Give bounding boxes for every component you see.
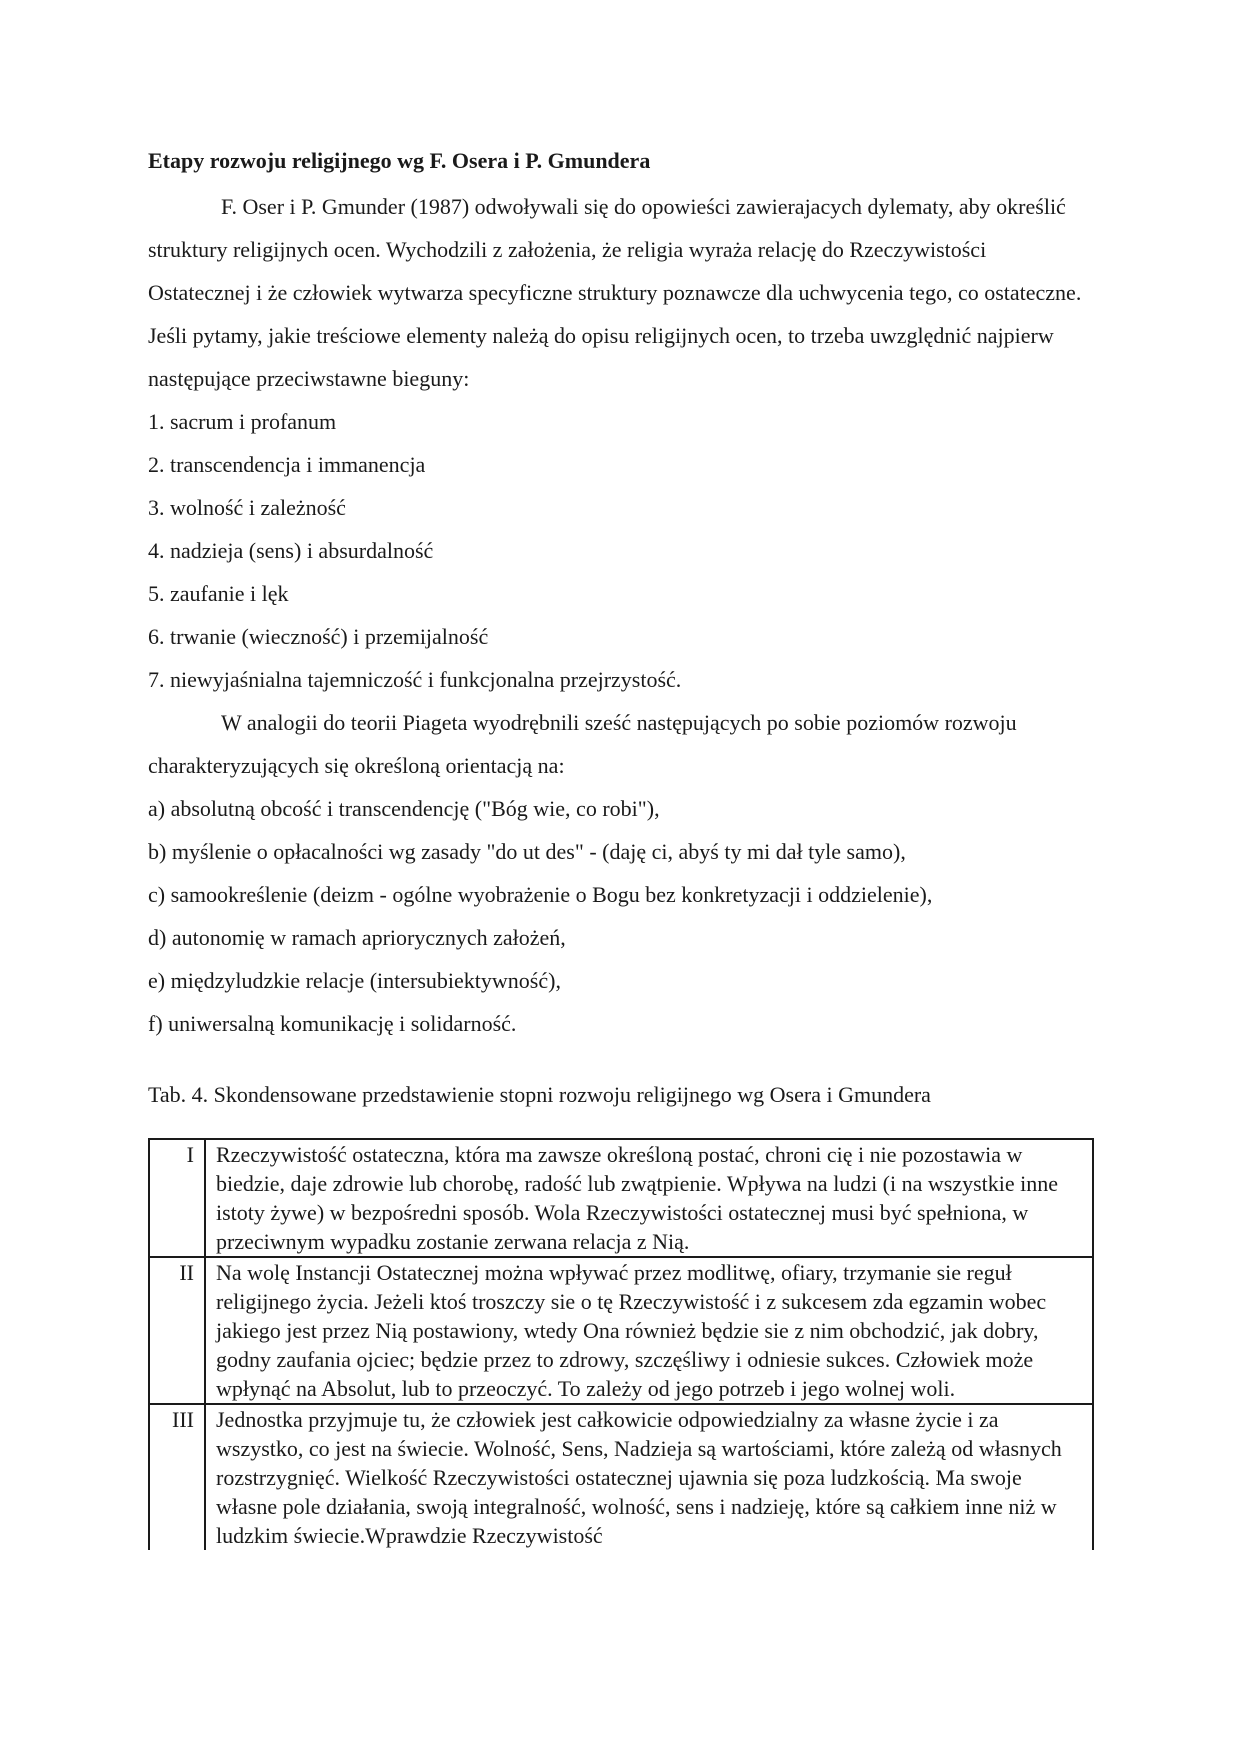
pole-item: 5. zaufanie i lęk: [148, 581, 289, 606]
stage-number: I: [149, 1139, 205, 1257]
stage-number: III: [149, 1404, 205, 1550]
pole-item: 1. sacrum i profanum: [148, 409, 337, 434]
intro-paragraph: F. Oser i P. Gmunder (1987) odwoływali się do opowieści zawierajacych dylematy, aby określić struktury religijnych ocen. Wychodzili z założenia, że religia wyraża relację do Rzeczywistości Ostatecznej i że człowiek wytwarza specyficzne struktury poznawcze dla uchwycenia tego, co ostateczne. Jeśli pytamy, jakie treściowe elementy należą do opisu religijnych ocen, to trzeba uwzględnić najpierw następujące przeciwstawne bieguny:: [148, 194, 1082, 391]
pole-item: 3. wolność i zależność: [148, 495, 346, 520]
pole-item: 2. transcendencja i immanencja: [148, 452, 426, 477]
document-body: [148, 185, 1092, 1045]
stages-table-container: [148, 1138, 1094, 1604]
levels-paragraph: W analogii do teorii Piageta wyodrębnili sześć następujących po sobie poziomów rozwoju charakteryzujących się określoną orientacją na:: [148, 710, 1017, 778]
table-row: [149, 1404, 1093, 1550]
pole-item: 6. trwanie (wieczność) i przemijalność: [148, 624, 489, 649]
stage-description: Jednostka przyjmuje tu, że człowiek jest całkowicie odpowiedzialny za własne życie i za wszystko, co jest na świecie. Wolność, Sens, Nadzieja są wartościami, które zależą od własnych rozstrzygnięć. Wielkość Rzeczywistości ostatecznej ujawnia się poza ludzkością. Ma swoje własne pole działania, swoją integralność, wolność, sens i nadzieję, które są całkiem inne niż w ludzkim świecie.Wprawdzie Rzeczywistość: [205, 1404, 1093, 1550]
stage-description: Na wolę Instancji Ostatecznej można wpływać przez modlitwę, ofiary, trzymanie sie reguł religijnego życia. Jeżeli ktoś troszczy sie o tę Rzeczywistość i z sukcesem zda egzamin wobec jakiego jest przez Nią postawiony, wtedy Ona również będzie sie z nim obchodzić, jak dobry, godny zaufania ojciec; będzie przez to zdrowy, szczęśliwy i odniesie sukces. Człowiek może wpłynąć na Absolut, lub to przeoczyć. To zależy od jego potrzeb i jego wolnej woli.: [205, 1257, 1093, 1404]
table-caption: Tab. 4. Skondensowane przedstawienie stopni rozwoju religijnego wg Osera i Gmundera: [148, 1082, 931, 1107]
orientation-item: f) uniwersalną komunikację i solidarność.: [148, 1011, 517, 1036]
stage-number: II: [149, 1257, 205, 1404]
orientation-item: b) myślenie o opłacalności wg zasady "do ut des" - (daję ci, abyś ty mi dał tyle samo),: [148, 839, 906, 864]
table-row: [149, 1257, 1093, 1404]
pole-item: 4. nadzieja (sens) i absurdalność: [148, 538, 434, 563]
stages-table: [148, 1138, 1094, 1550]
orientation-item: a) absolutną obcość i transcendencję ("Bóg wie, co robi"),: [148, 796, 660, 821]
stage-description: Rzeczywistość ostateczna, która ma zawsze określoną postać, chroni cię i nie pozostawia w biedzie, daje zdrowie lub chorobę, radość lub zwątpienie. Wpływa na ludzi (i na wszystkie inne istoty żywe) w bezpośredni sposób. Wola Rzeczywistości ostatecznej musi być spełniona, w przeciwnym wypadku zostanie zerwana relacja z Nią.: [205, 1139, 1093, 1257]
pole-item: 7. niewyjaśnialna tajemniczość i funkcjonalna przejrzystość.: [148, 667, 682, 692]
orientation-item: d) autonomię w ramach apriorycznych założeń,: [148, 925, 566, 950]
table-row: [149, 1139, 1093, 1257]
document-title: Etapy rozwoju religijnego wg F. Osera i P. Gmundera: [148, 148, 651, 173]
orientation-item: e) międzyludzkie relacje (intersubiektywność),: [148, 968, 561, 993]
orientation-item: c) samookreślenie (deizm - ogólne wyobrażenie o Bogu bez konkretyzacji i oddzielenie),: [148, 882, 933, 907]
